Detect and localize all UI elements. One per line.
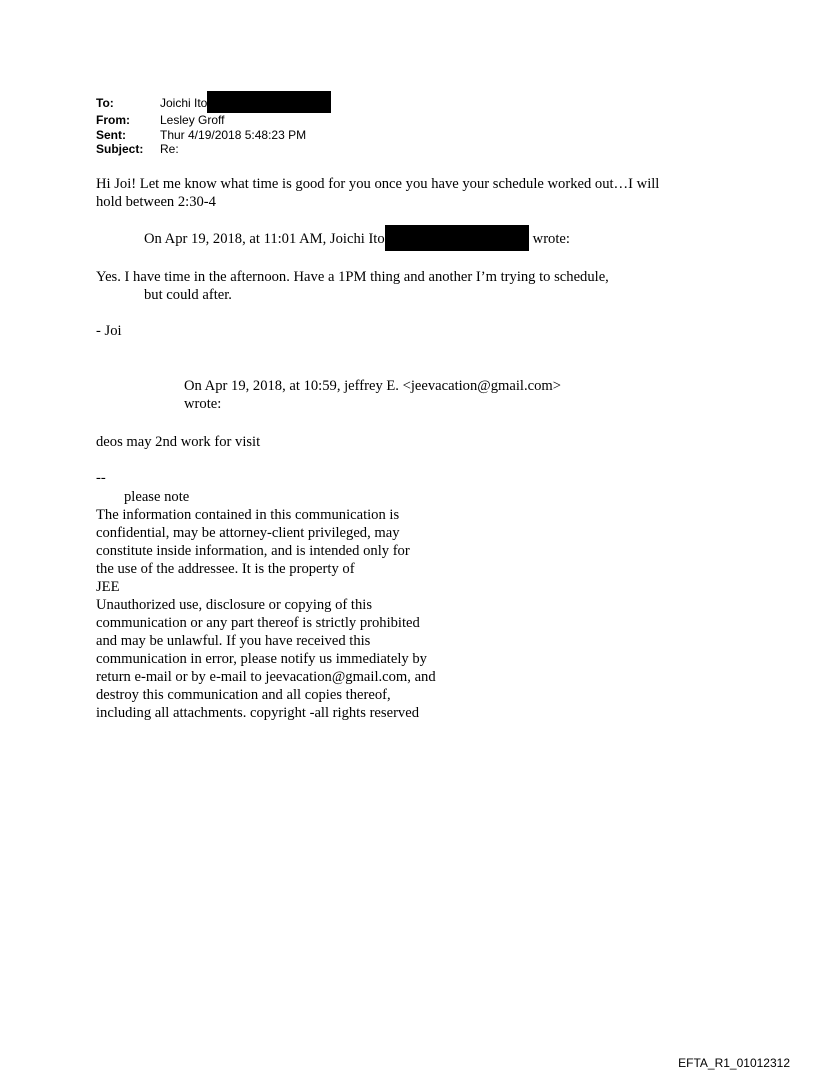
message-line: Hi Joi! Let me know what time is good for you once you have your schedule worked out…I will	[96, 176, 660, 192]
sent-value: Thur 4/19/2018 5:48:23 PM	[160, 127, 307, 142]
original-message: deos may 2nd work for visit	[96, 434, 261, 450]
disclaimer-line: communication in error, please notify us immediately by	[96, 651, 427, 667]
to-value	[160, 96, 331, 113]
sent-row	[96, 128, 331, 143]
disclaimer-line: return e-mail or by e-mail to jeevacation@gmail.com, and	[96, 669, 436, 685]
disclaimer-line: the use of the addressee. It is the property of	[96, 561, 355, 577]
quote-header-jeffrey	[184, 377, 561, 413]
to-row	[96, 96, 331, 113]
disclaimer-line: destroy this communication and all copies thereof,	[96, 687, 391, 703]
disclaimer-line: The information contained in this communication is	[96, 507, 400, 523]
separator: --	[96, 470, 106, 486]
to-label: To:	[96, 96, 114, 110]
quote-header-line: On Apr 19, 2018, at 10:59, jeffrey E. <jeevacation@gmail.com>	[184, 378, 561, 394]
quote-header-joi	[144, 230, 570, 251]
disclaimer-line: communication or any part thereof is strictly prohibited	[96, 615, 420, 631]
subject-label: Subject:	[96, 142, 144, 156]
disclaimer-line: Unauthorized use, disclosure or copying of this	[96, 597, 373, 613]
reply-line: but could after.	[144, 287, 232, 303]
from-row	[96, 113, 331, 128]
reply-joi	[96, 268, 609, 304]
from-value: Lesley Groff	[160, 113, 225, 127]
disclaimer-line: JEE	[96, 579, 120, 595]
reply-line: Yes. I have time in the afternoon. Have a 1PM thing and another I’m trying to schedule,	[96, 269, 609, 285]
signature: - Joi	[96, 323, 122, 339]
disclaimer	[96, 506, 436, 722]
to-name: Joichi Ito	[160, 96, 208, 110]
quote-header-prefix: On Apr 19, 2018, at 11:01 AM, Joichi Ito	[144, 231, 385, 247]
subject-row	[96, 142, 331, 157]
subject-value: Re:	[160, 142, 179, 156]
message-line: hold between 2:30-4	[96, 194, 216, 210]
disclaimer-line: and may be unlawful. If you have received this	[96, 633, 371, 649]
sent-label: Sent:	[96, 127, 126, 142]
quote-header-suffix: wrote:	[532, 231, 570, 247]
disclaimer-line: including all attachments. copyright -all rights reserved	[96, 705, 419, 721]
sender-redaction-box	[385, 225, 529, 251]
email-header	[96, 96, 331, 157]
from-label: From:	[96, 113, 130, 127]
disclaimer-line: constitute inside information, and is intended only for	[96, 543, 410, 559]
disclaimer-line: confidential, may be attorney-client privileged, may	[96, 525, 400, 541]
document-id: EFTA_R1_01012312	[678, 1056, 790, 1070]
quote-header-line: wrote:	[184, 396, 222, 412]
note-heading: please note	[124, 489, 190, 505]
message-body	[96, 175, 659, 211]
to-redaction-box	[207, 91, 331, 113]
